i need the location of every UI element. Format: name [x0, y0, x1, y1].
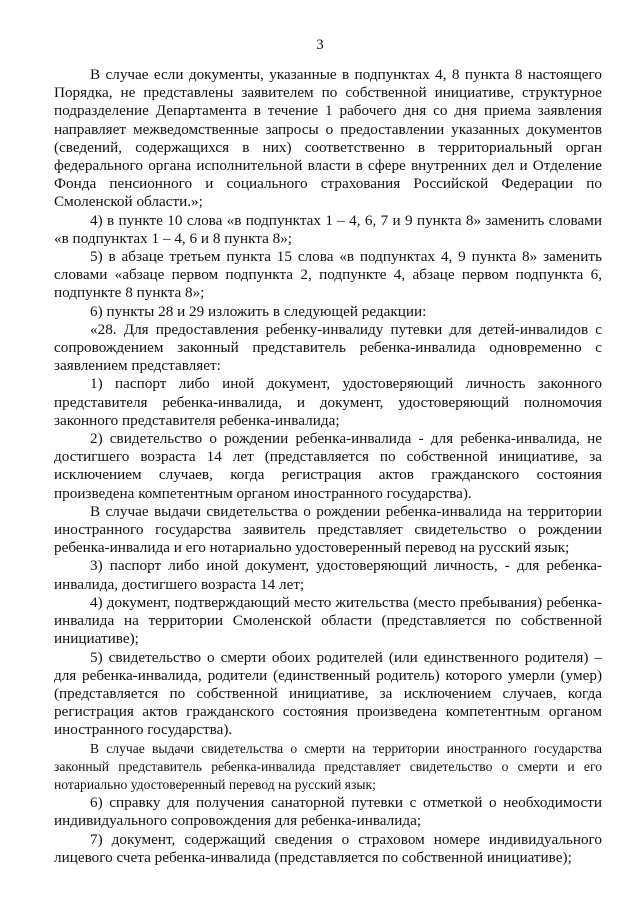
- paragraph-item-6-points-28-29: 6) пункты 28 и 29 изложить в следующей редакции:: [90, 302, 427, 320]
- paragraph-foreign-death-certificate: В случае выдачи свидетельства о смерти на территории иностранного государства законный представитель ребенка-инвалида представляет свидетельство о смерти и его нотариально удостоверенный перевод на русский язык;: [54, 740, 602, 792]
- paragraph-foreign-birth-certificate: В случае выдачи свидетельства о рождении ребенка-инвалида на территории иностранного государства заявитель представляет свидетельство о рождении ребенка-инвалида и его нотариально удостоверенный перевод на русский язык;: [54, 502, 602, 557]
- paragraph-subitem-2-birth-certificate: 2) свидетельство о рождении ребенка-инвалида - для ребенка-инвалида, не достигшего возраста 14 лет (представляется по собственной инициативе, за исключением случаев, когда регистрация актов гражданского состояния произведена компетентным органом иностранного государства).: [54, 430, 602, 502]
- paragraph-item-4-point-10: 4) в пункте 10 слова «в подпунктах 1 – 4, 6, 7 и 9 пункта 8» заменить словами «в подпунктах 1 – 4, 6 и 8 пункта 8»;: [54, 211, 602, 247]
- paragraph-subitem-5-death-certificate: 5) свидетельство о смерти обоих родителей (или единственного родителя) – для ребенка-инвалида, родители (единственный родитель) которого умерли (умер) (представляется по собственной инициативе, за исключением случаев, когда регистрация актов гражданского состояния произведена компетентным органом иностранного государства).: [54, 648, 602, 739]
- paragraph-subitem-4-residence: 4) документ, подтверждающий место жительства (место пребывания) ребенка-инвалида на территории Смоленской области (представляется по собственной инициативе);: [54, 593, 602, 648]
- paragraph-item-5-point-15: 5) в абзаце третьем пункта 15 слова «в подпунктах 4, 9 пункта 8» заменить словами «абзаце первом подпункта 2, подпункте 4, абзаце первом подпункта 6, подпункте 8 пункта 8»;: [54, 248, 602, 302]
- paragraph-subitem-7-insurance-number: 7) документ, содержащий сведения о страховом номере индивидуального лицевого счета ребенка-инвалида (представляется по собственной инициативе);: [54, 830, 602, 866]
- paragraph-point-28-intro: «28. Для предоставления ребенку-инвалиду путевки для детей-инвалидов с сопровождением законный представитель ребенка-инвалида одновременно с заявлением представляет:: [54, 320, 602, 375]
- paragraph-subitem-1-passport: 1) паспорт либо иной документ, удостоверяющий личность законного представителя ребенка-инвалида, и документ, удостоверяющий полномочия законного представителя ребенка-инвалида;: [54, 375, 602, 429]
- document-body: [54, 66, 602, 867]
- paragraph-documents-not-submitted: В случае если документы, указанные в подпунктах 4, 8 пункта 8 настоящего Порядка, не представлены заявителем по собственной инициативе, структурное подразделение Департамента в течение 1 рабочего дня со дня приема заявления направляет межведомственные запросы о предоставлении указанных документов (сведений, содержащихся в них) соответственно в территориальный орган федерального органа исполнительной власти в сфере внутренних дел и Отделение Фонда пенсионного и социального страхования Российской Федерации по Смоленской области.»;: [54, 66, 602, 211]
- paragraph-subitem-6-sanatorium-certificate: 6) справку для получения санаторной путевки с отметкой о необходимости индивидуального сопровождения для ребенка-инвалида;: [54, 794, 602, 830]
- page-number: 3: [316, 37, 324, 53]
- paragraph-subitem-3-passport-14: 3) паспорт либо иной документ, удостоверяющий личность, - для ребенка-инвалида, достигшего возраста 14 лет;: [54, 557, 602, 593]
